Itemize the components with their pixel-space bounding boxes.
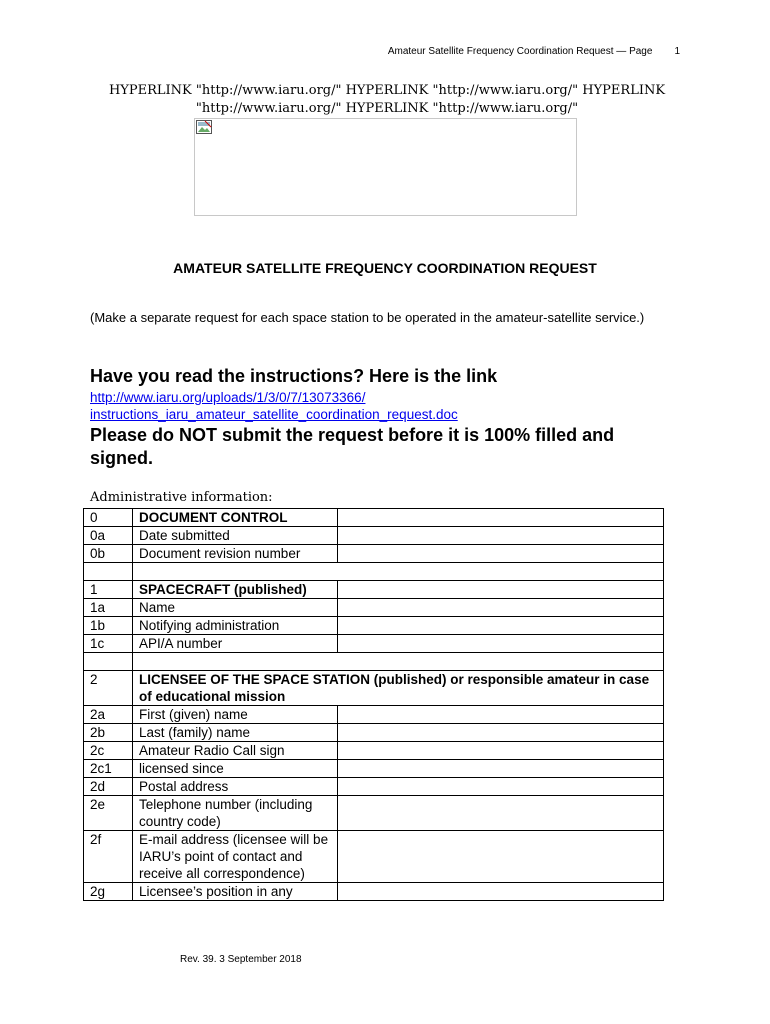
row-label: Date submitted [133, 527, 338, 545]
row-label: LICENSEE OF THE SPACE STATION (published) or responsible amateur in case of educational mission [133, 671, 664, 706]
row-value-field[interactable] [338, 527, 664, 545]
row-label: DOCUMENT CONTROL [133, 509, 338, 527]
row-number: 0 [84, 509, 133, 527]
separate-request-note: (Make a separate request for each space station to be operated in the amateur-satellite service.) [90, 310, 645, 325]
row-number: 2f [84, 831, 133, 883]
row-value-field[interactable] [338, 509, 664, 527]
row-label: API/A number [133, 635, 338, 653]
row-number [84, 563, 133, 581]
row-label: SPACECRAFT (published) [133, 581, 338, 599]
row-value-field[interactable] [338, 581, 664, 599]
table-row [84, 724, 664, 742]
row-number: 2c [84, 742, 133, 760]
row-value-field[interactable] [338, 742, 664, 760]
row-number: 1 [84, 581, 133, 599]
row-number: 2d [84, 778, 133, 796]
hyperlink-field-codes: HYPERLINK "http://www.iaru.org/" HYPERLINK "http://www.iaru.org/" HYPERLINK "http://www.iaru.org/" HYPERLINK "http://www.iaru.org/" [108, 83, 666, 116]
row-number: 2b [84, 724, 133, 742]
table-row [84, 563, 664, 581]
page-number: 1 [674, 46, 680, 57]
logo-image-placeholder [194, 118, 577, 216]
row-value-field[interactable] [338, 778, 664, 796]
row-value-field[interactable] [338, 635, 664, 653]
row-value-field[interactable] [338, 545, 664, 563]
row-number: 2e [84, 796, 133, 831]
table-row [84, 617, 664, 635]
table-row [84, 742, 664, 760]
table-row [84, 581, 664, 599]
row-value-field[interactable] [338, 760, 664, 778]
row-number: 2c1 [84, 760, 133, 778]
table-row [84, 527, 664, 545]
table-row [84, 883, 664, 901]
table-row [84, 545, 664, 563]
row-label: Last (family) name [133, 724, 338, 742]
table-row [84, 653, 664, 671]
row-number [84, 653, 133, 671]
revision-footer: Rev. 39. 3 September 2018 [180, 954, 302, 965]
instructions-link-line2[interactable]: instructions_iaru_amateur_satellite_coordination_request.doc [90, 407, 458, 422]
row-label: Notifying administration [133, 617, 338, 635]
instructions-heading: Have you read the instructions? Here is the link [90, 366, 498, 386]
row-value-field[interactable] [338, 796, 664, 831]
submission-warning: Please do NOT submit the request before it is 100% filled and signed. [90, 425, 615, 468]
table-row [84, 671, 664, 706]
instructions-link-line1[interactable]: http://www.iaru.org/uploads/1/3/0/7/13073366/ [90, 390, 366, 405]
broken-image-icon [196, 120, 212, 134]
row-label: First (given) name [133, 706, 338, 724]
row-number: 1a [84, 599, 133, 617]
table-row [84, 778, 664, 796]
row-label [133, 563, 664, 581]
row-label: licensed since [133, 760, 338, 778]
row-value-field[interactable] [338, 831, 664, 883]
table-row [84, 635, 664, 653]
instructions-link[interactable] [90, 389, 458, 423]
row-value-field[interactable] [338, 883, 664, 901]
row-value-field[interactable] [338, 706, 664, 724]
request-form-table [83, 508, 664, 901]
row-number: 0b [84, 545, 133, 563]
header-title: Amateur Satellite Frequency Coordination Request — Page [387, 46, 653, 57]
row-number: 0a [84, 527, 133, 545]
row-number: 2a [84, 706, 133, 724]
row-label: Amateur Radio Call sign [133, 742, 338, 760]
table-row [84, 831, 664, 883]
row-number: 1c [84, 635, 133, 653]
admin-info-label: Administrative information: [90, 490, 273, 505]
table-row [84, 509, 664, 527]
row-label: Name [133, 599, 338, 617]
row-value-field[interactable] [338, 599, 664, 617]
table-row [84, 760, 664, 778]
row-value-field[interactable] [338, 617, 664, 635]
row-label: E-mail address (licensee will be IARU’s point of contact and receive all correspondence) [133, 831, 338, 883]
table-row [84, 599, 664, 617]
row-value-field[interactable] [338, 724, 664, 742]
row-number: 2 [84, 671, 133, 706]
row-label: Document revision number [133, 545, 338, 563]
row-number: 2g [84, 883, 133, 901]
row-label [133, 653, 664, 671]
row-number: 1b [84, 617, 133, 635]
page-title: AMATEUR SATELLITE FREQUENCY COORDINATION REQUEST [173, 260, 597, 276]
row-label: Postal address [133, 778, 338, 796]
row-label: Telephone number (including country code) [133, 796, 338, 831]
table-row [84, 706, 664, 724]
running-header [388, 46, 680, 57]
row-label: Licensee’s position in any [133, 883, 338, 901]
table-row [84, 796, 664, 831]
